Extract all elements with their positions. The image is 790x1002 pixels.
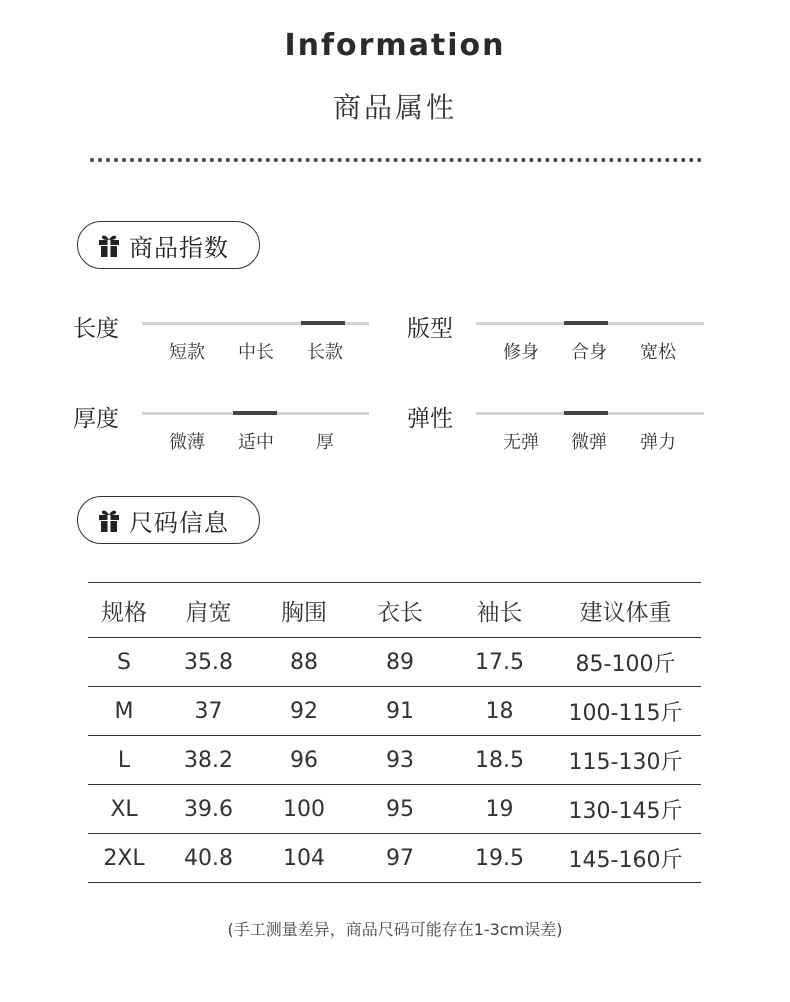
column-header: 胸围 <box>281 599 327 626</box>
table-cell: 97 <box>386 845 414 871</box>
table-cell: 40.8 <box>184 845 233 871</box>
table-cell: 91 <box>386 698 414 724</box>
table-row <box>88 687 701 736</box>
page-title-en: Information <box>284 28 506 63</box>
section-title: 商品指数 <box>129 233 229 262</box>
table-cell: 104 <box>283 845 325 871</box>
table-cell: M <box>114 698 134 724</box>
table-cell: 92 <box>290 698 318 724</box>
attribute-selected-marker <box>564 411 608 415</box>
table-cell: 18.5 <box>475 747 524 773</box>
table-cell: 115-130斤 <box>568 749 683 775</box>
attribute-track <box>142 412 369 415</box>
column-header: 规格 <box>101 599 147 626</box>
attribute-label: 长度 <box>73 316 119 342</box>
attribute-option: 弹力 <box>640 432 676 453</box>
size-table <box>88 582 701 883</box>
column-header: 袖长 <box>476 599 523 626</box>
table-cell: 130-145斤 <box>568 798 683 824</box>
attribute-option: 无弹 <box>503 432 539 453</box>
attribute-option: 修身 <box>503 342 539 363</box>
attribute-option: 厚 <box>316 432 334 453</box>
section-header-size-info <box>77 496 260 544</box>
attribute-option: 微薄 <box>169 432 205 453</box>
table-cell: 100 <box>283 796 325 822</box>
column-header: 衣长 <box>377 599 423 626</box>
column-header: 建议体重 <box>579 599 672 626</box>
page-title-cn: 商品属性 <box>332 91 457 124</box>
table-cell: 17.5 <box>475 649 524 675</box>
attribute-option: 短款 <box>169 342 205 363</box>
attribute-selected-marker <box>564 321 608 325</box>
section-title: 尺码信息 <box>129 508 229 537</box>
table-cell: S <box>117 649 131 675</box>
table-cell: 93 <box>386 747 414 773</box>
dotted-divider <box>90 158 702 162</box>
attribute-option: 中长 <box>238 342 274 363</box>
table-cell: 35.8 <box>184 649 233 675</box>
table-cell: 96 <box>290 747 318 773</box>
gift-icon <box>98 508 120 532</box>
table-cell: 2XL <box>103 845 145 871</box>
attribute-track <box>476 322 704 325</box>
table-cell: 100-115斤 <box>568 700 683 726</box>
table-cell: 89 <box>386 649 414 675</box>
column-header: 肩宽 <box>185 599 232 626</box>
table-row <box>88 638 701 687</box>
attribute-track <box>142 322 369 325</box>
table-cell: 19.5 <box>475 845 524 871</box>
attribute-selected-marker <box>233 411 277 415</box>
table-cell: 18 <box>485 698 514 724</box>
attribute-label: 版型 <box>407 316 453 342</box>
attribute-selected-marker <box>301 321 345 325</box>
attribute-label: 厚度 <box>73 406 119 432</box>
attribute-option: 合身 <box>571 342 607 363</box>
table-cell: 38.2 <box>184 747 233 773</box>
attribute-track <box>476 412 704 415</box>
table-cell: 88 <box>290 649 318 675</box>
attribute-option: 长款 <box>307 342 343 363</box>
table-cell: 85-100斤 <box>575 651 676 677</box>
measurement-note: (手工测量差异，商品尺码可能存在1-3cm误差) <box>227 920 563 939</box>
table-cell: 145-160斤 <box>568 847 683 873</box>
table-row <box>88 785 701 834</box>
table-row <box>88 834 701 883</box>
table-cell: L <box>117 747 131 773</box>
attribute-label: 弹性 <box>407 406 453 432</box>
section-header-indices <box>77 221 260 269</box>
table-row <box>88 736 701 785</box>
attribute-option: 适中 <box>238 432 274 453</box>
table-cell: 37 <box>194 698 223 724</box>
attribute-option: 宽松 <box>640 342 676 363</box>
table-header-row <box>88 583 701 638</box>
table-cell: XL <box>110 796 138 822</box>
table-cell: 95 <box>386 796 414 822</box>
table-cell: 39.6 <box>184 796 233 822</box>
attribute-option: 微弹 <box>571 432 607 453</box>
table-cell: 19 <box>485 796 514 822</box>
gift-icon <box>98 233 120 257</box>
